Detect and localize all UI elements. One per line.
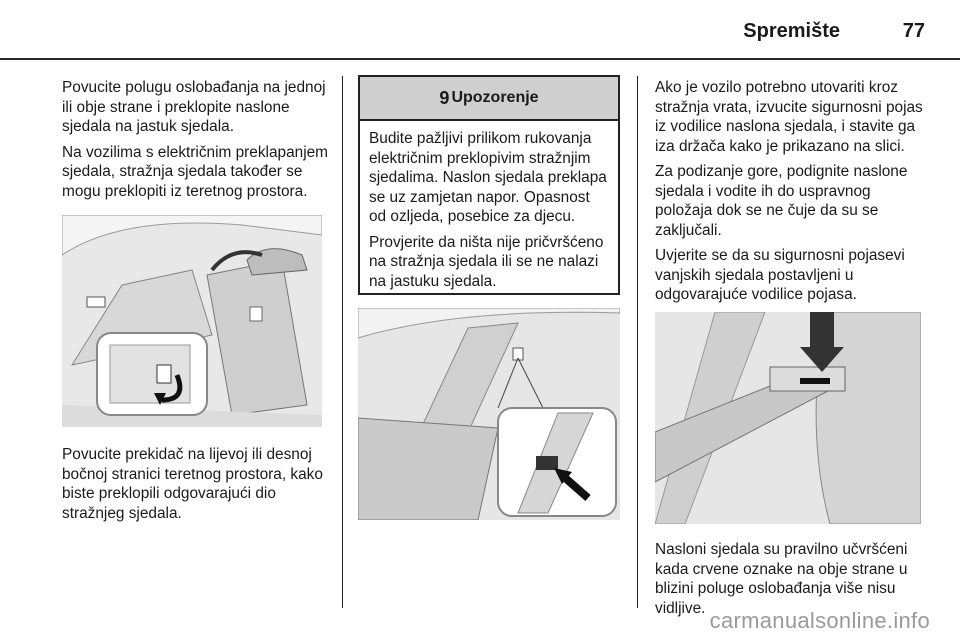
illustration-seatbelt-holder [358, 308, 620, 520]
paragraph: Provjerite da ništa nije pričvršćeno na stražnja sjedala ili se ne nalazi na jastuku sjedala. [369, 233, 604, 290]
warning-header [360, 77, 618, 121]
watermark: carmanualsonline.info [709, 608, 930, 633]
page-number: 77 [902, 20, 925, 42]
paragraph: Ako je vozilo potrebno utovariti kroz stražnja vrata, izvucite sigurnosni pojas iz vodilice naslona sjedala, i stavite ga iza držača kako je prikazano na slici. [655, 79, 923, 155]
column-divider-right [637, 76, 638, 608]
paragraph: Povucite polugu oslobađanja na jednoj ili obje strane i preklopite naslone sjedala na jastuk sjedala. [62, 79, 326, 135]
paragraph: Nasloni sjedala su pravilno učvršćeni kada crvene oznake na obje strane u blizini poluge oslobađanja više nisu vidljive. [655, 541, 908, 617]
column1-bottom-text [62, 445, 332, 529]
paragraph: Uvjerite se da su sigurnosni pojasevi vanjskih sjedala postavljeni u odgovarajuće vodilice pojasa. [655, 247, 905, 303]
column1-top-text [62, 78, 328, 207]
warning-body [360, 121, 618, 291]
warning-title: Upozorenje [451, 89, 539, 106]
paragraph: Povucite prekidač na lijevoj ili desnoj bočnoj stranici teretnog prostora, kako biste preklopili odgovarajući dio stražnjeg sjedala. [62, 446, 323, 522]
warning-box [358, 75, 620, 295]
paragraph: Na vozilima s električnim preklapanjem sjedala, stražnja sjedala također se mogu preklopiti iz teretnog prostora. [62, 143, 329, 200]
illustration-belt-guide [655, 312, 921, 524]
page-title: Spremište [743, 20, 840, 42]
column-divider-left [342, 76, 343, 608]
warning-triangle-icon: 9 [439, 87, 450, 108]
paragraph: Za podizanje gore, podignite naslone sjedala i vodite ih do uspravnog položaja dok se ne čuje da su se zaključali. [655, 163, 908, 239]
column3-top-text [655, 78, 925, 311]
paragraph: Budite pažljivi prilikom rukovanja električnim preklopivim stražnjim sjedalima. Naslon sjedala preklapa se uz zamjetan napor. Opasnost od ozljeda, posebice za djecu. [369, 130, 607, 225]
illustration-seat-fold [62, 215, 322, 427]
header-rule [0, 58, 960, 60]
